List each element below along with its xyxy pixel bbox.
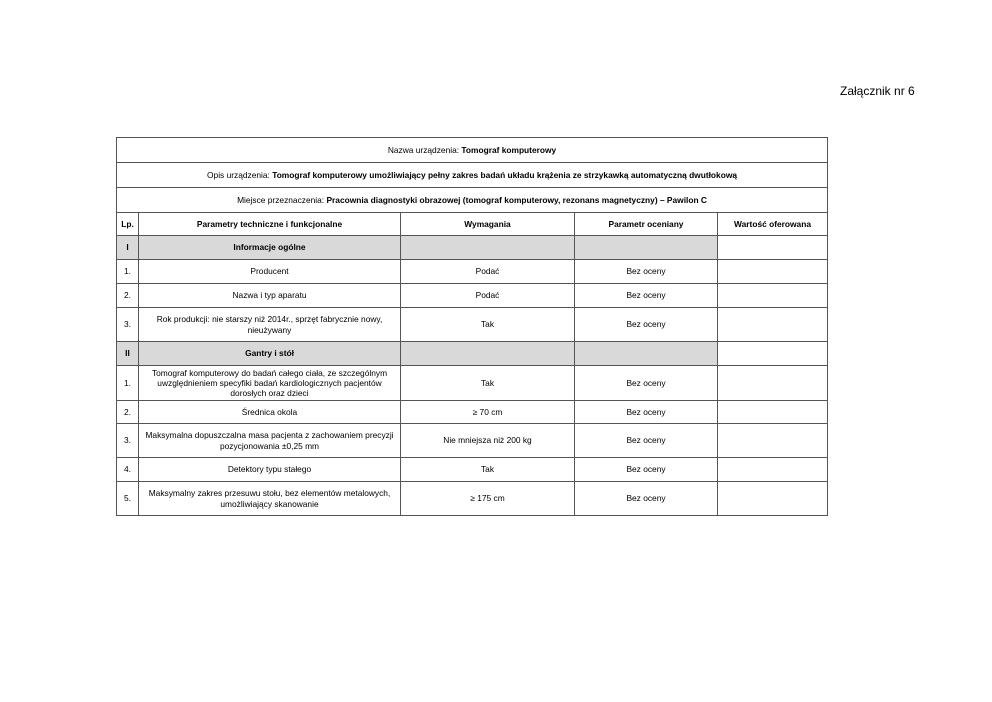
device-place-label: Miejsce przeznaczenia: [237,194,325,205]
row-requirement: ≥ 70 cm [401,401,575,424]
row-offered-value[interactable] [718,458,828,482]
row-requirement: Podać [401,260,575,284]
table-row [117,284,828,308]
specification-table [116,137,828,516]
section-empty-cell [575,236,718,260]
row-evaluation: Bez oceny [575,308,718,342]
table-row [117,308,828,342]
row-lp: 2. [117,401,139,424]
row-lp: 2. [117,284,139,308]
table-row [117,482,828,516]
row-evaluation: Bez oceny [575,401,718,424]
row-requirement: ≥ 175 cm [401,482,575,516]
row-param: Producent [139,260,401,284]
device-place-row [117,188,828,213]
device-description-value: Tomograf komputerowy umożliwiający pełny zakres badań układu krążenia ze strzykawką automatyczną dwutłokową [272,169,737,180]
row-param: Tomograf komputerowy do badań całego ciała, ze szczególnym uwzględnieniem specyfiki badań kardiologicznych pacjentów dorosłych oraz dzieci [139,366,401,401]
device-name-row [117,138,828,163]
row-param: Średnica okola [139,401,401,424]
row-lp: 5. [117,482,139,516]
header-row [117,213,828,236]
row-requirement: Tak [401,308,575,342]
device-description-cell [117,163,828,188]
row-requirement: Tak [401,366,575,401]
row-lp: 3. [117,424,139,458]
table-row [117,424,828,458]
section-empty-cell [401,342,575,366]
annex-label: Załącznik nr 6 [840,84,915,98]
table-row [117,366,828,401]
row-param: Maksymalny zakres przesuwu stołu, bez elementów metalowych, umożliwiający skanowanie [139,482,401,516]
row-offered-value[interactable] [718,260,828,284]
row-evaluation: Bez oceny [575,482,718,516]
header-evaluated: Parametr oceniany [575,213,718,236]
section-title: Gantry i stół [139,342,401,366]
row-param: Detektory typu stałego [139,458,401,482]
row-lp: 3. [117,308,139,342]
device-description-label: Opis urządzenia: [207,169,270,180]
device-description-row [117,163,828,188]
row-evaluation: Bez oceny [575,284,718,308]
row-lp: 1. [117,366,139,401]
section-number: I [117,236,139,260]
row-lp: 1. [117,260,139,284]
section-number: II [117,342,139,366]
row-param: Nazwa i typ aparatu [139,284,401,308]
row-lp: 4. [117,458,139,482]
section-empty-cell [575,342,718,366]
row-requirement: Nie mniejsza niż 200 kg [401,424,575,458]
device-name-value: Tomograf komputerowy [461,144,557,155]
table-row [117,458,828,482]
table-row [117,260,828,284]
section-row-gantry [117,342,828,366]
device-place-cell [117,188,828,213]
row-offered-value[interactable] [718,284,828,308]
row-requirement: Tak [401,458,575,482]
row-param: Rok produkcji: nie starszy niż 2014r., sprzęt fabrycznie nowy, nieużywany [139,308,401,342]
device-name-label: Nazwa urządzenia: [387,144,460,155]
row-offered-value[interactable] [718,424,828,458]
row-evaluation: Bez oceny [575,260,718,284]
header-offered: Wartość oferowana [718,213,828,236]
header-requirements: Wymagania [401,213,575,236]
row-evaluation: Bez oceny [575,458,718,482]
section-title: Informacje ogólne [139,236,401,260]
row-param: Maksymalna dopuszczalna masa pacjenta z zachowaniem precyzji pozycjonowania ±0,25 mm [139,424,401,458]
row-offered-value[interactable] [718,401,828,424]
section-empty-cell [718,342,828,366]
row-requirement: Podać [401,284,575,308]
section-row-general [117,236,828,260]
device-name-cell [117,138,828,163]
section-empty-cell [718,236,828,260]
table-row [117,401,828,424]
header-lp: Lp. [117,213,139,236]
row-offered-value[interactable] [718,482,828,516]
header-params: Parametry techniczne i funkcjonalne [139,213,401,236]
device-place-value: Pracownia diagnostyki obrazowej (tomograf komputerowy, rezonans magnetyczny) – Pawilon C [326,194,707,205]
row-evaluation: Bez oceny [575,366,718,401]
row-evaluation: Bez oceny [575,424,718,458]
row-offered-value[interactable] [718,308,828,342]
row-offered-value[interactable] [718,366,828,401]
section-empty-cell [401,236,575,260]
